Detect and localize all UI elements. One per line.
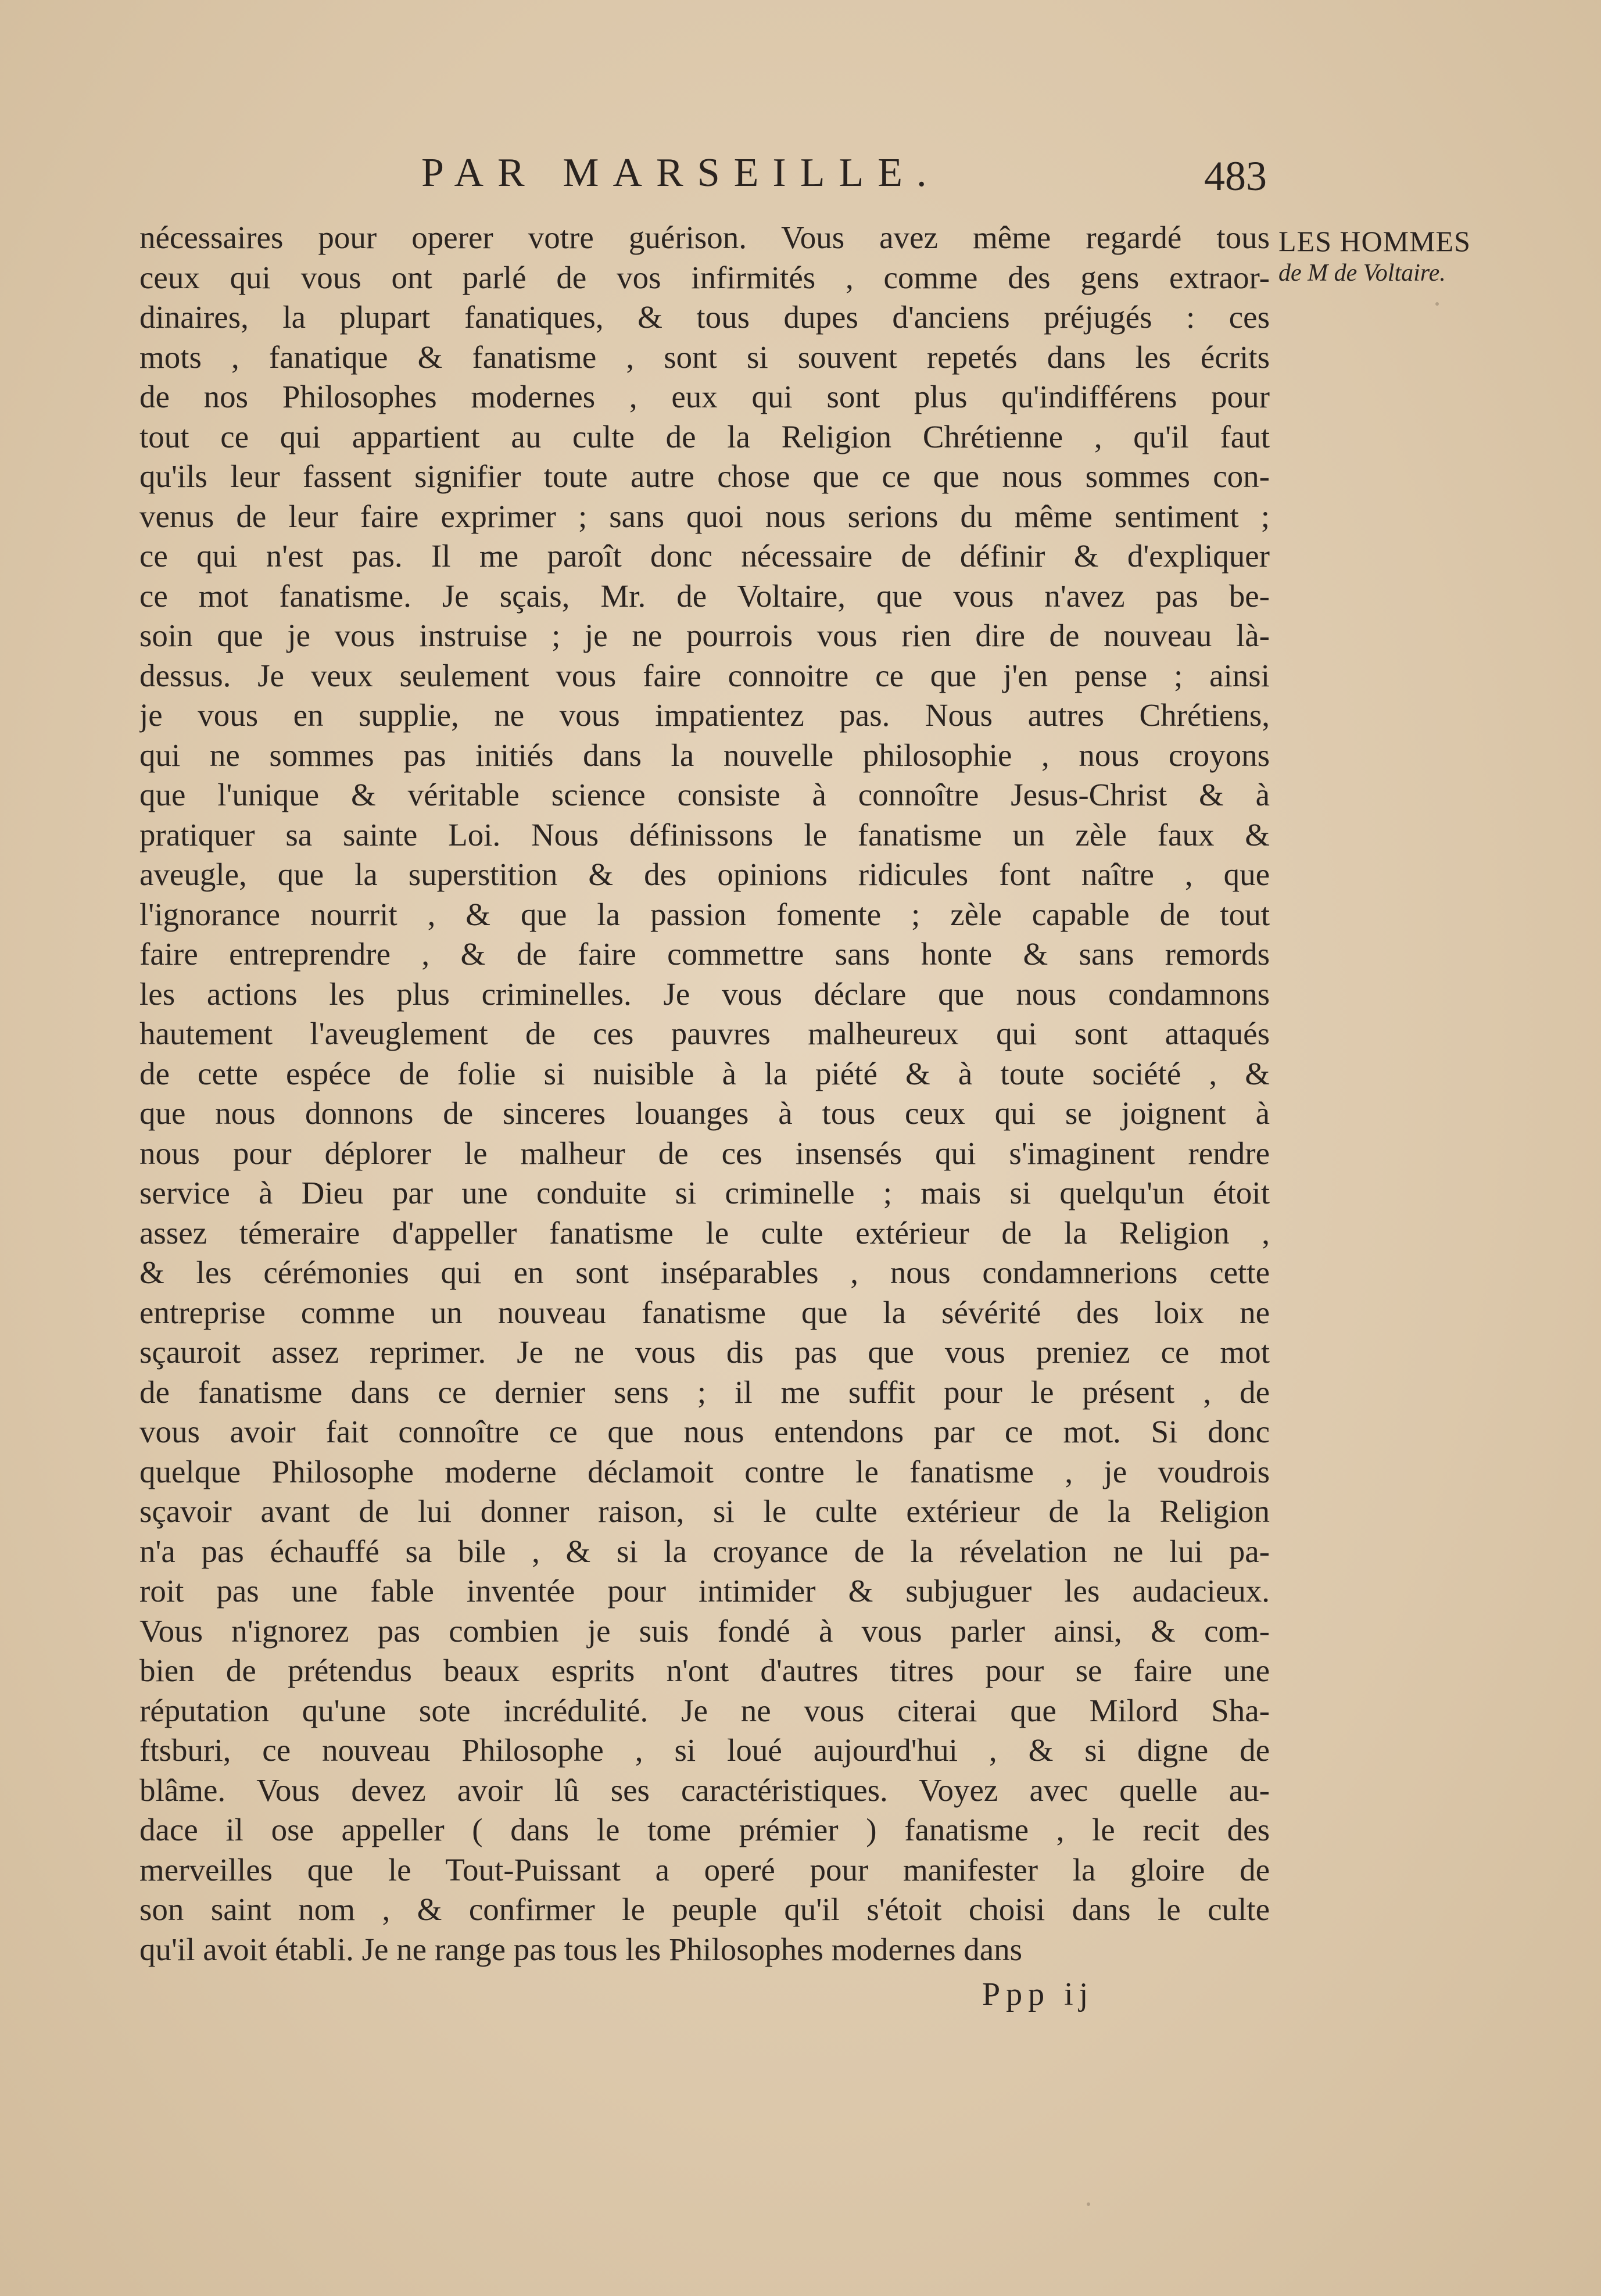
text-line: bien de prétendus beaux esprits n'ont d'autres titres pour se faire une [139,1653,1270,1688]
text-line: pratiquer sa sainte Loi. Nous définissons le fanatisme un zèle faux & [139,816,1270,853]
text-line: service à Dieu par une conduite si criminelle ; mais si quelqu'un étoit [139,1175,1270,1210]
text-line: nous pour déplorer le malheur de ces insensés qui s'imaginent rendre [139,1135,1270,1171]
text-line: de nos Philosophes modernes , eux qui sont plus qu'indifférens pour [139,379,1270,414]
text-line: tout ce qui appartient au culte de la Religion Chrétienne , qu'il faut [139,418,1270,454]
text-line: de fanatisme dans ce dernier sens ; il me suffit pour le présent , de [139,1374,1270,1410]
running-title: PAR MARSEILLE. [421,151,941,195]
body-text [139,218,1270,1969]
text-line: aveugle, que la superstition & des opinions ridicules font naître , que [139,857,1270,892]
text-line: l'ignorance nourrit , & que la passion fomente ; zèle capable de tout [139,896,1270,932]
paper-speck [1087,2202,1090,2206]
text-line: soin que je vous instruise ; je ne pourrois vous rien dire de nouveau là- [139,618,1270,653]
text-line: hautement l'aveuglement de ces pauvres malheureux qui sont attaqués [139,1016,1270,1051]
text-line: blâme. Vous devez avoir lû ses caractéristiques. Voyez avec quelle au- [139,1772,1270,1808]
text-line: dessus. Je veux seulement vous faire connoitre ce que j'en pense ; ainsi [139,657,1270,693]
text-line: n'a pas échauffé sa bile , & si la croyance de la révelation ne lui pa- [139,1533,1270,1569]
text-line: entreprise comme un nouveau fanatisme que la sévérité des loix ne [139,1294,1270,1330]
text-line: Vous n'ignorez pas combien je suis fondé à vous parler ainsi, & com- [139,1613,1270,1649]
text-line: ce qui n'est pas. Il me paroît donc nécessaire de définir & d'expliquer [139,538,1270,574]
text-line: qu'il avoit établi. Je ne range pas tous les Philosophes modernes dans [139,1931,1023,1967]
paper-speck [1435,302,1439,306]
text-line: assez témeraire d'appeller fanatisme le culte extérieur de la Religion , [139,1215,1270,1251]
text-line: qu'ils leur fassent signifier toute autre chose que ce que nous sommes con- [139,459,1270,494]
text-line: roit pas une fable inventée pour intimider & subjuguer les audacieux. [139,1573,1270,1609]
text-line: faire entreprendre , & de faire commettre sans honte & sans remords [139,936,1270,972]
margin-note [1278,224,1476,287]
text-line: vous avoir fait connoître ce que nous entendons par ce mot. Si donc [139,1414,1270,1449]
text-line: dace il ose appeller ( dans le tome prémier ) fanatisme , le recit des [139,1812,1270,1847]
margin-note-line: de M de Voltaire. [1278,260,1446,286]
text-line: les actions les plus criminelles. Je vous déclare que nous condamnons [139,976,1270,1012]
text-line: nécessaires pour operer votre guérison. Vous avez même regardé tous [139,220,1270,255]
text-line: que nous donnons de sinceres louanges à tous ceux qui se joignent à [139,1095,1270,1131]
text-line: de cette espéce de folie si nuisible à la piété & à toute société , & [139,1055,1270,1091]
text-line: mots , fanatique & fanatisme , sont si souvent repetés dans les écrits [139,339,1270,375]
text-line: son saint nom , & confirmer le peuple qu'il s'étoit choisi dans le culte [139,1892,1270,1927]
text-line: quelque Philosophe moderne déclamoit contre le fanatisme , je voudrois [139,1453,1270,1489]
text-line: ce mot fanatisme. Je sçais, Mr. de Voltaire, que vous n'avez pas be- [139,578,1270,614]
text-line: réputation qu'une sote incrédulité. Je ne vous citerai que Milord Sha- [139,1692,1270,1728]
text-line: ceux qui vous ont parlé de vos infirmités , comme des gens extraor- [139,259,1270,295]
text-line: qui ne sommes pas initiés dans la nouvelle philosophie , nous croyons [139,737,1270,773]
text-line: merveilles que le Tout-Puissant a operé pour manifester la gloire de [139,1851,1270,1887]
text-line: venus de leur faire exprimer ; sans quoi nous serions du même sentiment ; [139,498,1270,534]
text-line: que l'unique & véritable science consiste à connoître Jesus-Christ & à [139,777,1270,812]
signature-mark: Ppp ij [982,1976,1094,2012]
margin-note-line: LES HOMMES [1278,225,1471,257]
text-line: ftsburi, ce nouveau Philosophe , si loué aujourd'hui , & si digne de [139,1732,1270,1768]
text-line: dinaires, la plupart fanatiques, & tous dupes d'anciens préjugés : ces [139,299,1270,335]
text-line: sçavoir avant de lui donner raison, si le culte extérieur de la Religion [139,1493,1270,1529]
text-line: sçauroit assez reprimer. Je ne vous dis pas que vous preniez ce mot [139,1334,1270,1370]
text-line: & les cérémonies qui en sont inséparables , nous condamnerions cette [139,1255,1270,1290]
text-line: je vous en supplie, ne vous impatientez pas. Nous autres Chrétiens, [139,697,1270,733]
page-number: 483 [1204,153,1267,199]
